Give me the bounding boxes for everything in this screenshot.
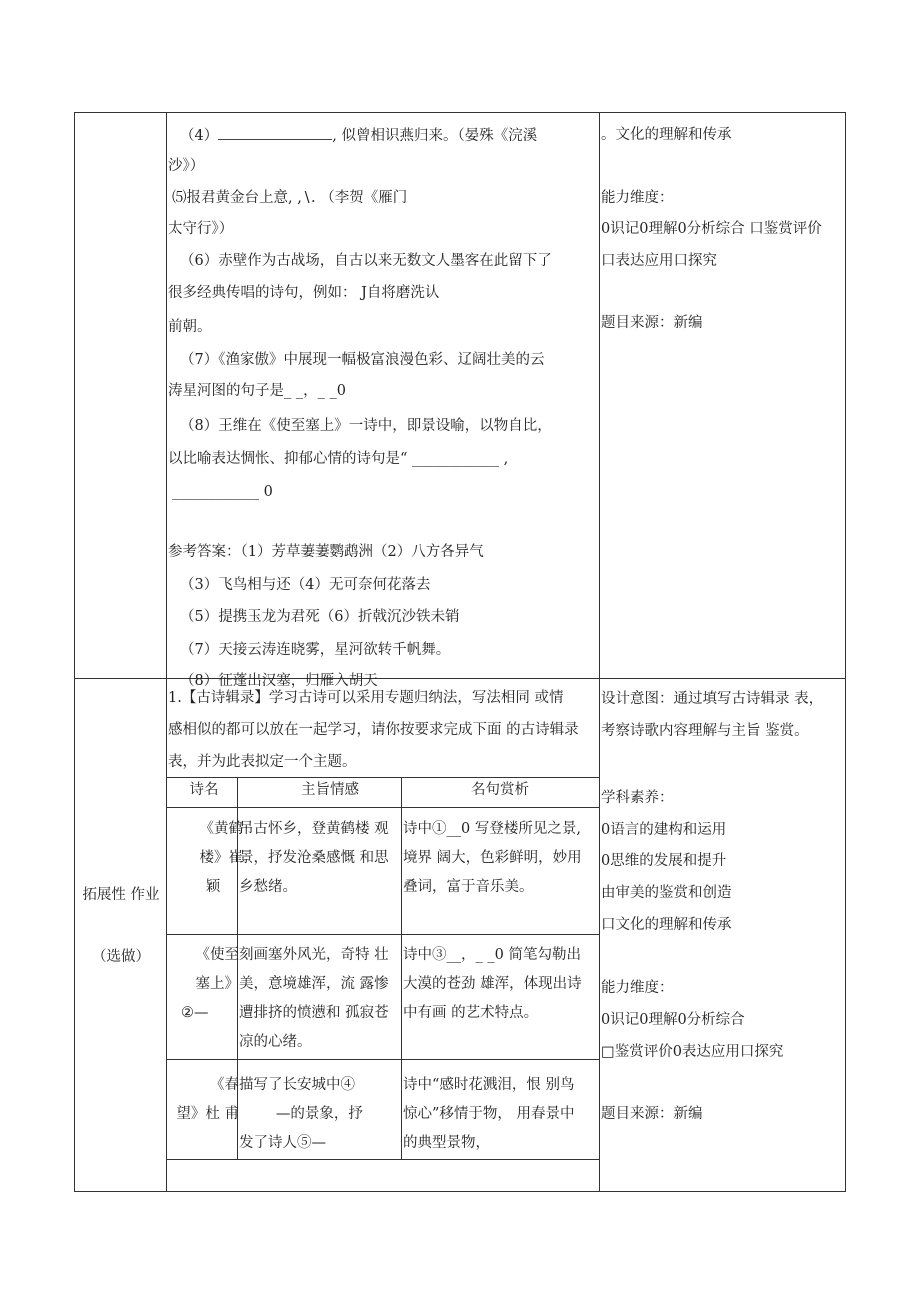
upper-right-line: 题目来源：新编 (601, 315, 703, 331)
intro-line: 感相似的都可以放在一起学习，请你按要求完成下面 的古诗辑录 (168, 722, 579, 738)
upper-right-line: 口表达应用口探究 (601, 253, 717, 269)
question-line: ____________ 0 (172, 484, 273, 500)
question-line: ⑸报君黄金台上意, ,∖. （李贺《雁门 (172, 190, 408, 206)
category-label: （选做） (92, 949, 150, 965)
question-line: 涛星河图的句子是_ _，_ _0 (168, 383, 346, 399)
poem-name: 《使至 塞上》 ②— (181, 947, 239, 1021)
column-divider (599, 113, 600, 1191)
question-line: 很多经典传唱的诗句，例如： J自将磨洗认 (168, 285, 440, 301)
question-line: （8）王维在《使至塞上》一诗中，即景设喻，以物自比， (180, 418, 552, 434)
poem-appreciation: 诗中③__，_ _0 简笔勾勒出 大漠的苍劲 雄浑，体现出诗 中有画 的艺术特点。 (403, 947, 582, 1021)
intro-line: 表，并为此表拟定一个主题。 (168, 754, 357, 770)
lower-right-line: 0识记0理解0分析综合 (601, 1012, 745, 1028)
upper-right-line: 0识记0理解0分析综合 口鉴赏评价 (601, 221, 822, 237)
lower-right-line: □鉴赏评价0表达应用口探究 (601, 1044, 784, 1060)
poem-name: 《黄鹤 楼》崔 颖 (199, 821, 243, 895)
poem-appreciation: 诗中①__0 写登楼所见之景, 境界 阔大，色彩鲜明，妙用 叠词，富于音乐美。 (403, 821, 582, 895)
answer-line: （7）天接云涛连晓雾，星河欲转千帆舞。 (180, 642, 451, 658)
poem-emotion: 描写了长安城中④ —的景象，抒 发了诗人⑤— (239, 1077, 363, 1151)
question-line: 太守行》） (168, 221, 234, 237)
question-cell (166, 113, 598, 689)
poem-emotion: 刻画塞外风光，奇特 壮 美，意境雄浑，流 露惨 遭排挤的愤懑和 孤寂苍 凉的心绪。 (239, 947, 389, 1050)
answer-line: （5）提携玉龙为君死（6）折戟沉沙铁未销 (180, 609, 460, 625)
lower-right-line: 考察诗歌内容理解与主旨 鉴赏。 (601, 723, 809, 739)
worksheet-table (74, 112, 846, 1192)
answer-line: 参考答案：（1）芳草萋萋鹦鹉洲（2）八方各异气 (168, 544, 484, 560)
poem-emotion: 吊古怀乡，登黄鹤楼 观 景，抒发沧桑感慨 和思 乡愁绪。 (239, 821, 389, 895)
lower-right-line: 0语言的建构和运用 (601, 822, 727, 838)
answer-line: （8）征蓬出汉塞，归雁入胡天 (180, 673, 378, 689)
lower-right-line: 学科素养： (601, 790, 674, 806)
answer-line: （3）飞鸟相与还（4）无可奈何花落去 (180, 577, 431, 593)
lower-right-line: 能力维度： (601, 980, 674, 996)
category-label: 拓展性 作业 (82, 887, 160, 903)
question-line: （6）赤壁作为古战场，自古以来无数文人墨客在此留下了 (180, 253, 552, 269)
lower-right-line: 0思维的发展和提升 (601, 853, 727, 869)
question-line: 前朝。 (168, 319, 212, 335)
question-line: （4） , 似曾相识燕归来。（晏殊《浣溪 (180, 125, 537, 146)
lower-right-line: 设计意图：通过填写古诗辑录 表， (601, 691, 824, 707)
intro-line: 1.【古诗辑录】学习古诗可以采用专题归纳法，写法相同 或情 (168, 690, 564, 706)
header-theme-emotion: 主旨情感 (301, 782, 359, 798)
lower-right-line: 由审美的鉴赏和创造 (601, 885, 732, 901)
poem-name: 《春 望》杜 甫 (176, 1077, 239, 1122)
upper-right-line: 能力维度： (601, 190, 674, 206)
fill-blank[interactable] (218, 125, 332, 140)
lower-right-line: 题目来源：新编 (601, 1106, 703, 1122)
lower-right-line: 口文化的理解和传承 (601, 917, 732, 933)
header-poem-name: 诗名 (189, 782, 219, 798)
question-line: 沙》） (168, 158, 205, 174)
header-line-appreciation: 名句赏析 (471, 782, 529, 798)
poem-appreciation: 诗中“感时花溅泪，恨 别鸟 惊心”移情于物， 用春景中 的典型景物， (403, 1077, 575, 1151)
question-line: （7）《渔家傲》中展现一幅极富浪漫色彩、辽阔壮美的云 (180, 352, 545, 368)
upper-right-line: 。文化的理解和传承 (601, 127, 732, 143)
question-line: 以比喻表达惆怅、抑郁心情的诗句是“ ____________ , (168, 451, 509, 467)
